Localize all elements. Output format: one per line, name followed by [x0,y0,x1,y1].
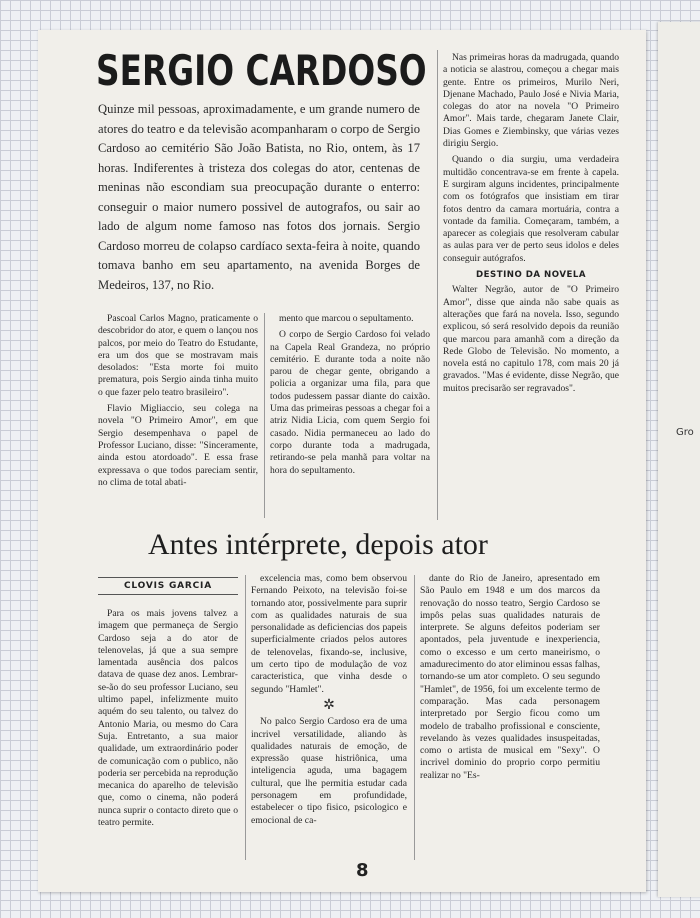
column-rule [414,575,415,860]
separator-star-icon: ✲ [323,697,335,713]
article-column-2 [270,313,430,481]
article-column-1 [98,313,258,493]
page-number: 8 [356,860,369,881]
adjacent-page [658,22,700,897]
paragraph: Flavio Migliaccio, seu colega na novela "O Primeiro Amor", em que Sergio desempenhava o papel de Professor Luciano, disse: "Sinceramente, ainda estou atordoado". E essa frase expressava o que todos pareciam sentir, no clima de total abati- [98,403,258,488]
column-rule [437,50,438,520]
section-subhead: DESTINO DA NOVELA [476,270,586,281]
newspaper-page [38,30,646,892]
paragraph: mento que marcou o sepultamento. [279,313,414,324]
paragraph: Pascoal Carlos Magno, praticamente o descobridor do ator, e quem o lançou nos palcos, por meio do Teatro do Estudante, era um dos que se mostravam mais desolados: "Esta morte foi muito prematura, pois Sergio ainda tinha muito o que fazer pelo teatro brasileiro". [98,313,258,398]
paragraph: Para os mais jovens talvez a imagem que permaneça de Sergio Cardoso seja a do ator de telenovelas, já que a sua sempre lamentada ausência dos palcos datava de quase dez anos. Lembrar-se-ão do seu professor Luciano, seu ultimo papel, infelizmente muito aquém do seu talento, ou talvez do Antonio Maria, ou mesmo do Cara Suja. Entretanto, a sua maior qualidade, um extraordinário poder de comunicação com o publico, não poderia ser percebida na reprodução mecanica do aparelho de televisão que, como o cinema, não poderá nunca suprir o contacto direto que o teatro permite. [98,608,238,829]
article-title: Antes intérprete, depois ator [148,528,488,561]
paragraph: Walter Negrão, autor de "O Primeiro Amor", disse que ainda não sabe quais as alterações que fará na novela. Isso, segundo explicou, só será resolvido depois da reunião que marcou para amanhã com a direção da Rede Globo de Televisão. No momento, a novela está no capitulo 178, com mais 20 já gravados. "Mas é evidente, disse Negrão, que muitos precisarão ser regravados". [443,284,619,394]
adjacent-page-text: Gro [676,427,694,438]
column-rule [264,313,265,518]
paragraph: O corpo de Sergio Cardoso foi velado na Capela Real Grandeza, no próprio cemitério. E durante toda a noite não parou de chegar gente, obrigando a policia a organizar uma fila, para que todos pudessem passar diante do caixão. Uma das primeiras pessoas a chegar foi a atriz Nidia Licia, com quem Sergio foi casado. Nidia permaneceu ao lado do corpo durante toda a madrugada, retirando-se pela manhã para voltar na hora do sepultamento. [270,329,430,476]
article2-column-1 [98,608,238,833]
lead-paragraph: Quinze mil pessoas, aproximadamente, e um grande numero de atores do teatro e da televisão acompanharam o corpo de Sergio Cardoso ao cemitério São João Batista, no Rio, ontem, às 17 horas. Indiferentes à tristeza dos colegas do ator, centenas de meninas não escondiam sua preocupação durante o enterro: conseguir o maior numero possivel de autografos, ou sair ao lado de algum nome famoso nas fotos dos jornais. Sergio Cardoso morreu de colapso cardíaco sexta-feira à noite, quando tomava banho em seu apartamento, na avenida Borges de Medeiros, 137, no Rio. [98,102,420,292]
article-column-3 [443,52,619,399]
paragraph: Quando o dia surgiu, uma verdadeira multidão concentrava-se em frente à capela. E surgiram alguns incidentes, principalmente com os fotógrafos que insistiam em tirar fotos dentro da camara mortuária, contra a vontade da familia. Começaram, também, a aparecer as colegiais que resolveram cabular as aulas para ver de perto seus idolos e deles conseguir autógrafos. [443,154,619,264]
column-rule [245,575,246,860]
paragraph: dante do Rio de Janeiro, apresentado em São Paulo em 1948 e um dos marcos da renovação do nosso teatro, Sergio Cardoso se impôs pelas suas qualidades naturais de interprete. Se alguns defeitos poderiam ser apontados, pela juventude e inexperiencia, como o excesso e um certo maneirismo, o amadurecimento do ator eliminou essas falhas, tornando-se um ator completo. O seu segundo "Hamlet", de 1956, foi um excelente termo de comparação. Mas cada personagem interpretado por Sergio ficou como um modelo de trabalho profissional e consciente, revelando às vezes qualidades insuspeitadas, como o artista de musical em "Sexy". O incrivel dominio do proprio corpo permitiu realizar no "Es- [420,573,600,781]
article2-column-3 [420,573,600,786]
article2-column-2 [251,573,407,831]
headline: SERGIO CARDOSO [96,46,427,95]
byline: CLOVIS GARCIA [98,577,238,595]
paragraph: No palco Sergio Cardoso era de uma incrivel versatilidade, aliando às qualidades naturais de emoção, de expressão quase histriônica, uma inteligencia aguda, uma bagagem cultural, que lhe permitia estudar cada personagem em profundidade, estabelecer o tipo fisico, psicologico e emocional de ca- [251,716,407,826]
paragraph: excelencia mas, como bem observou Fernando Peixoto, na televisão foi-se tornando ator, possivelmente para suprir com as qualidades naturais de sua personalidade as deficiencias dos papeis superficialmente criados pelos autores de telenovelas, fixando-se, inclusive, um certo tipo de modulação de voz caracteristica, que vinha desde o segundo "Hamlet". [251,573,407,695]
paragraph: Nas primeiras horas da madrugada, quando a noticia se alastrou, começou a chegar mais gente. Entre os primeiros, Murilo Neri, Djenane Machado, Paulo José e Nivia Maria, colegas do ator na novela "O Primeiro Amor". Mais tarde, chegaram Janete Clair, Dias Gomes e Ziembinsky, que várias vezes dirigiu Sergio. [443,52,619,150]
